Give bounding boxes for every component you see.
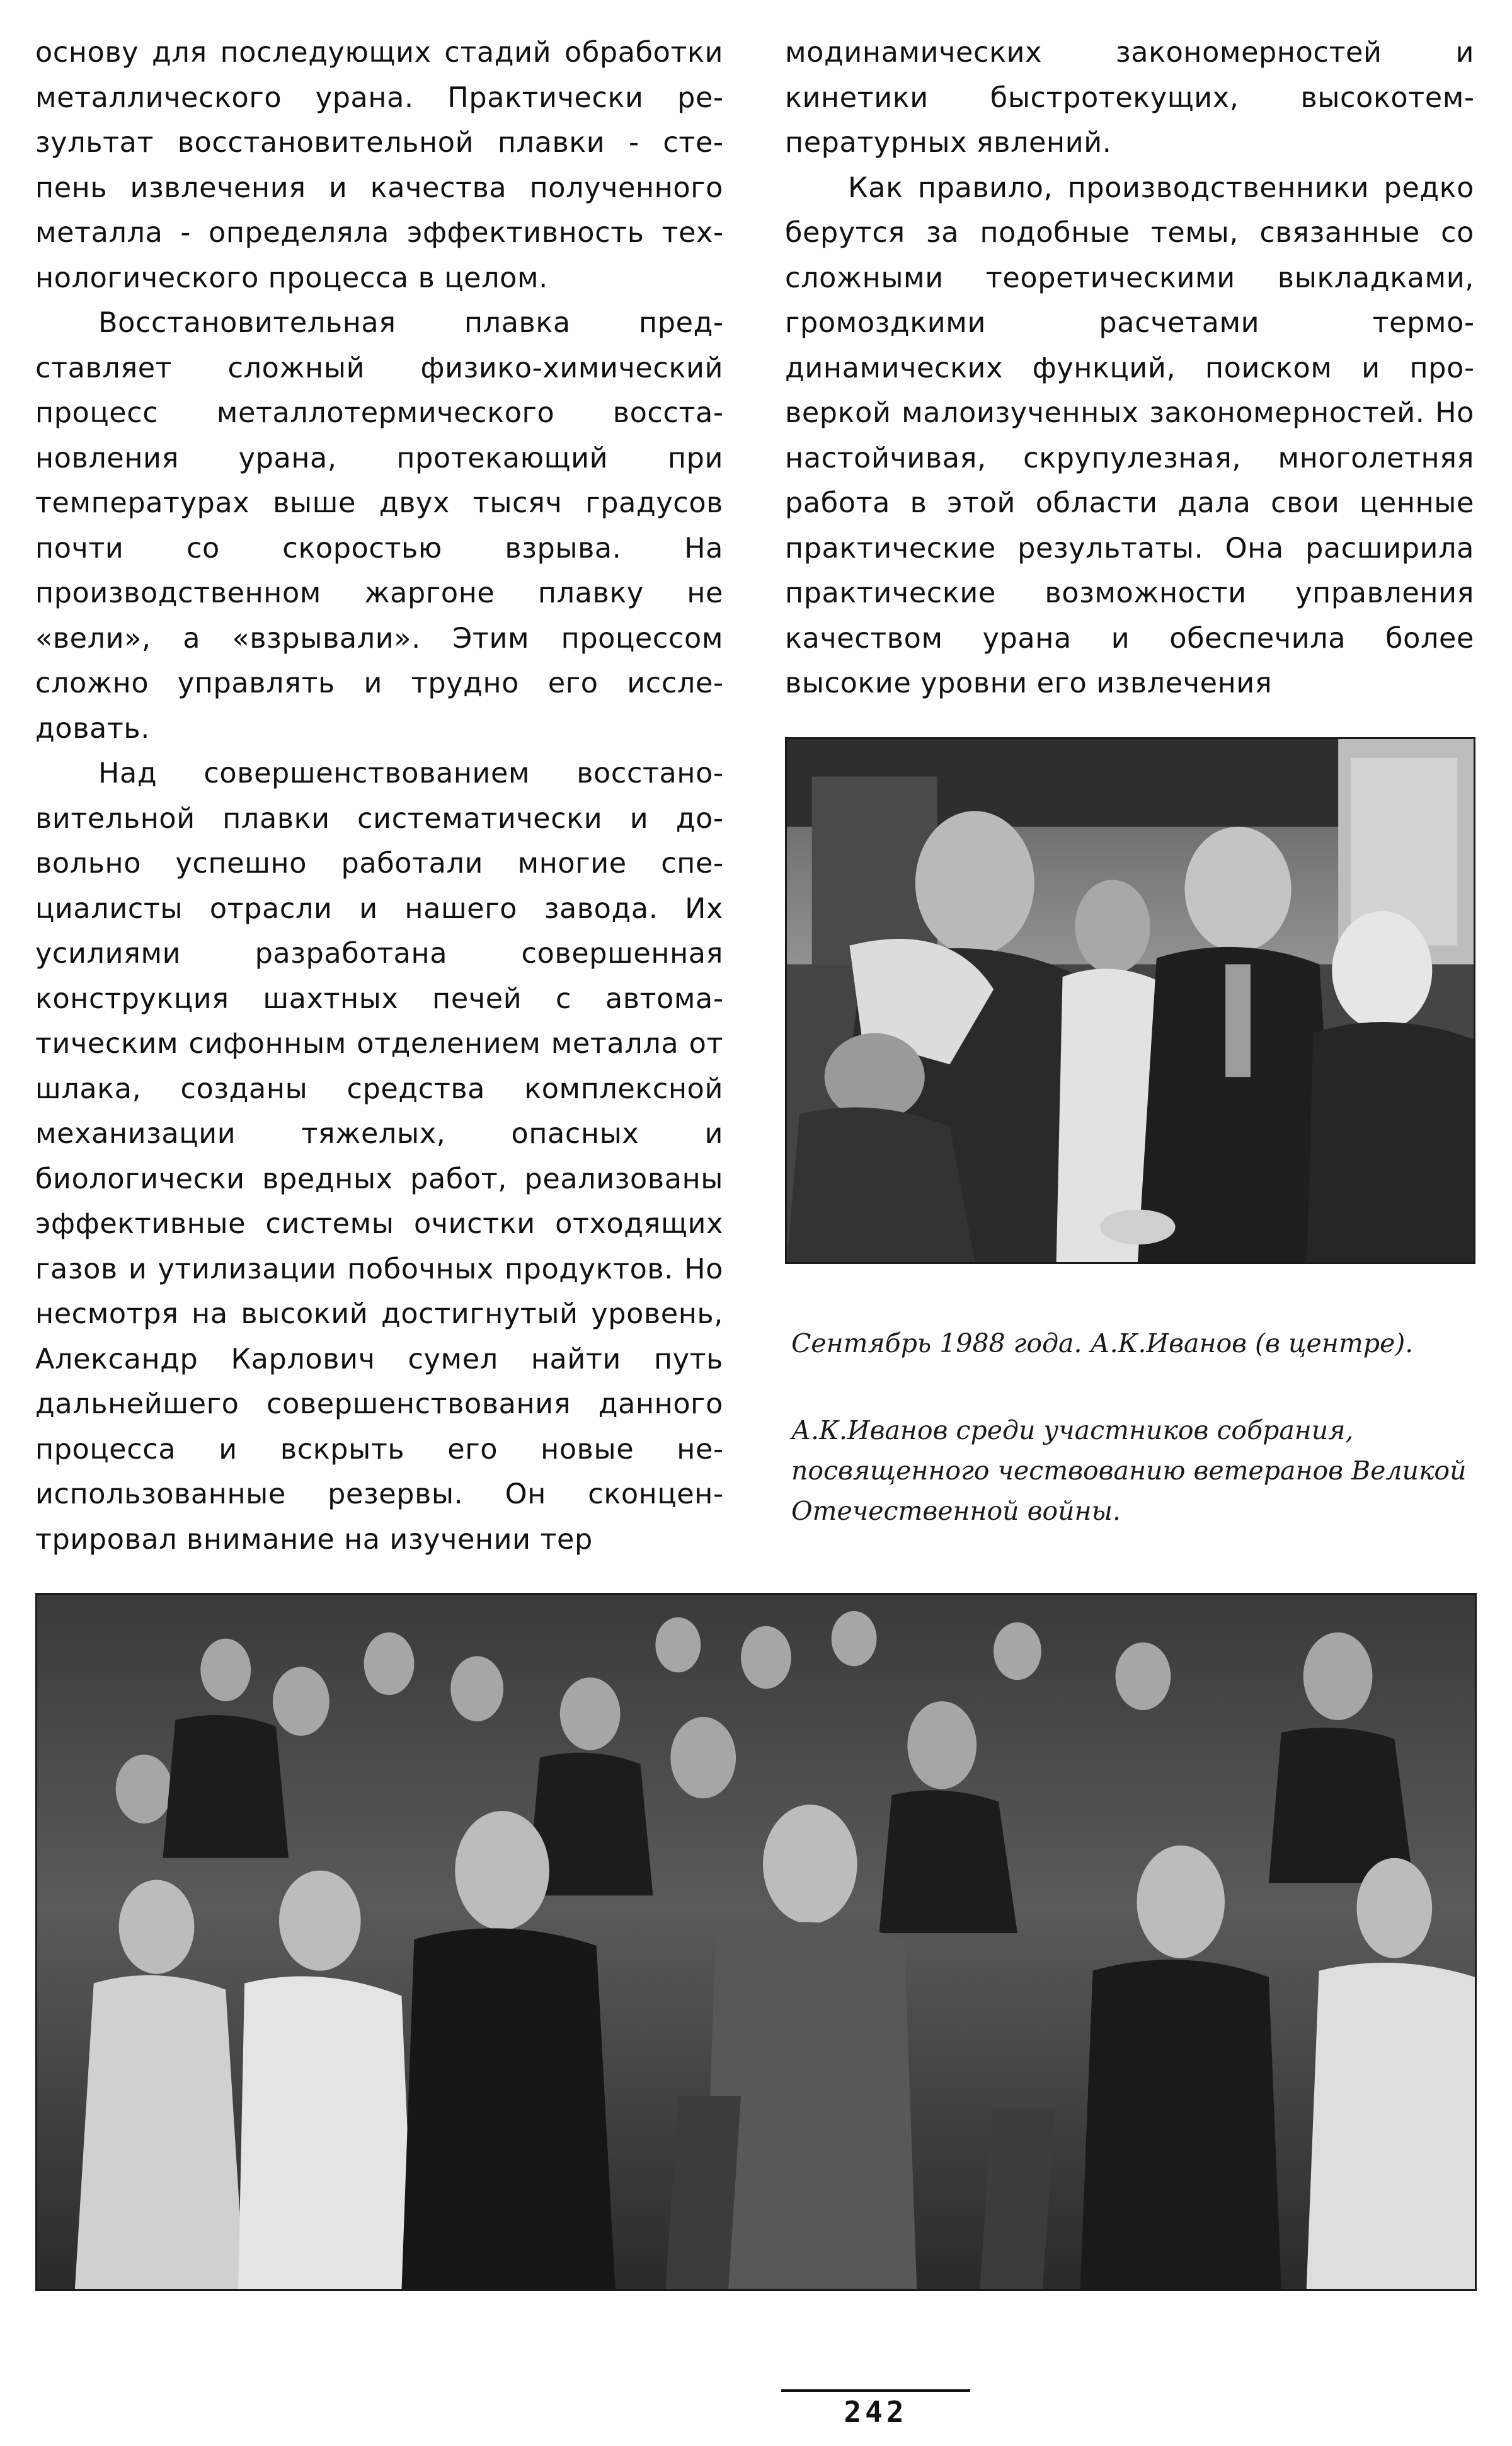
paragraph-4: модинамических закономерностей и кинетики быстротекущих, высокотемпературных явлений. (785, 37, 1474, 159)
photo-handshake (785, 737, 1475, 1264)
paragraph-3: Над совершенствованием восстановительной плавки систематически и довольно успешно работали многие специалисты отрасли и нашего завода. Их усилиями разработана совершенная конструкция шахтных печей с автоматическим сифонным отделением металла от шлака, созданы средства комплексной механизации тяжелых, опасных и биологически вредных работ, реализованы эффективные системы очистки отходящих газов и утилизации побочных продуктов. Но несмотря на высокий достигнутый уровень, Александр Карлович сумел найти путь дальнейшего совершенствования данного процесса и вскрыть его новые неиспользованные резервы. Он сконцентрировал внимание на изучении тер (35, 757, 723, 1556)
paragraph-5: Как правило, производственники редко берутся за подобные темы, связанные со сложными теоретическими выкладками, громоздкими расчетами термодинамических функций, поиском и проверкой малоизученных закономерностей. Но настойчивая, скрупулезная, многолетняя работа в этой области дала свои ценные практические результаты. Она расширила практические возможности управления качеством урана и обеспечила более высокие уровни его извлечения (785, 171, 1474, 699)
page-number: 242 (844, 2395, 908, 2429)
paragraph-2: Восстановительная плавка представляет сложный физико-химический процесс металлотермического восстановления урана, протекающий при температурах выше двух тысяч градусов почти со скоростью взрыва. На производственном жаргоне плавку не «вели», а «взрывали». Этим процессом сложно управлять и трудно его исследовать. (35, 307, 723, 745)
left-text-column (35, 30, 723, 1562)
right-text-column (785, 30, 1474, 706)
photo-meeting-audience-image (37, 1595, 1475, 2289)
photo-handshake-image (787, 739, 1474, 1262)
photo-meeting-audience (35, 1593, 1477, 2291)
caption-top-photo: Сентябрь 1988 года. А.К.Иванов (в центре). (791, 1328, 1414, 1358)
page-number-rule (781, 2389, 970, 2392)
paragraph-1: основу для последующих стадий обработки металлического урана. Практически результат восстановительной плавки - степень извлечения и качества полученного металла - определяла эффективность технологического процесса в целом. (35, 37, 723, 294)
caption-bottom-photo: А.К.Иванов среди участников собрания, посвященного чествованию ветеранов Великой Отечественной войны. (791, 1415, 1467, 1526)
